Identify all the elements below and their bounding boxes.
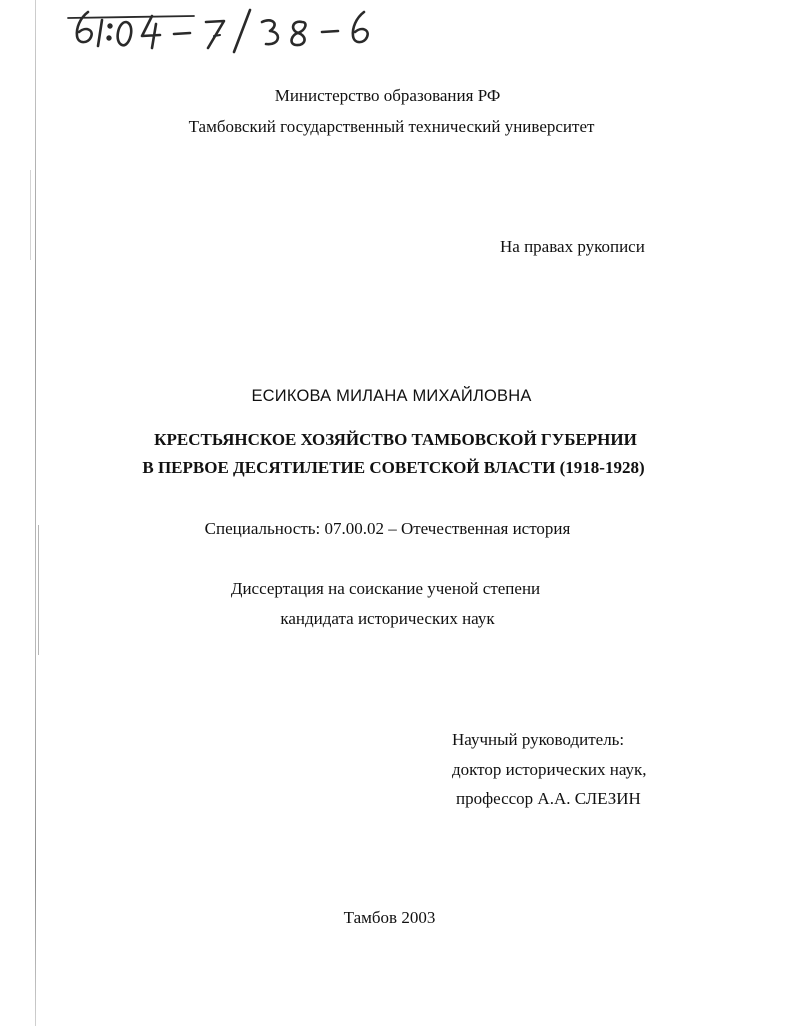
university-name: Тамбовский государственный технический университет [188,117,595,136]
degree-statement-line-1: Диссертация на соискание ученой степени [230,579,541,598]
scan-binding-line [35,0,36,1026]
advisor-degree: доктор исторических наук, [452,760,647,779]
advisor-name: профессор А.А. СЛЕЗИН [456,789,641,808]
city-and-year: Тамбов 2003 [343,908,436,927]
advisor-label: Научный руководитель: [452,730,625,749]
degree-statement-line-2: кандидата исторических наук [280,609,495,628]
author-name: ЕСИКОВА МИЛАНА МИХАЙЛОВНА [251,387,532,405]
thesis-title-line-1: КРЕСТЬЯНСКОЕ ХОЗЯЙСТВО ТАМБОВСКОЙ ГУБЕРНИИ [154,430,637,449]
scan-artifact-line [30,170,31,260]
specialty: Специальность: 07.00.02 – Отечественная история [204,519,571,538]
ministry-name: Министерство образования РФ [274,86,501,105]
handwritten-archive-code [66,2,406,54]
thesis-title-line-2: В ПЕРВОЕ ДЕСЯТИЛЕТИЕ СОВЕТСКОЙ ВЛАСТИ (1918-1928) [142,458,645,477]
manuscript-rights-note: На правах рукописи [500,237,645,256]
